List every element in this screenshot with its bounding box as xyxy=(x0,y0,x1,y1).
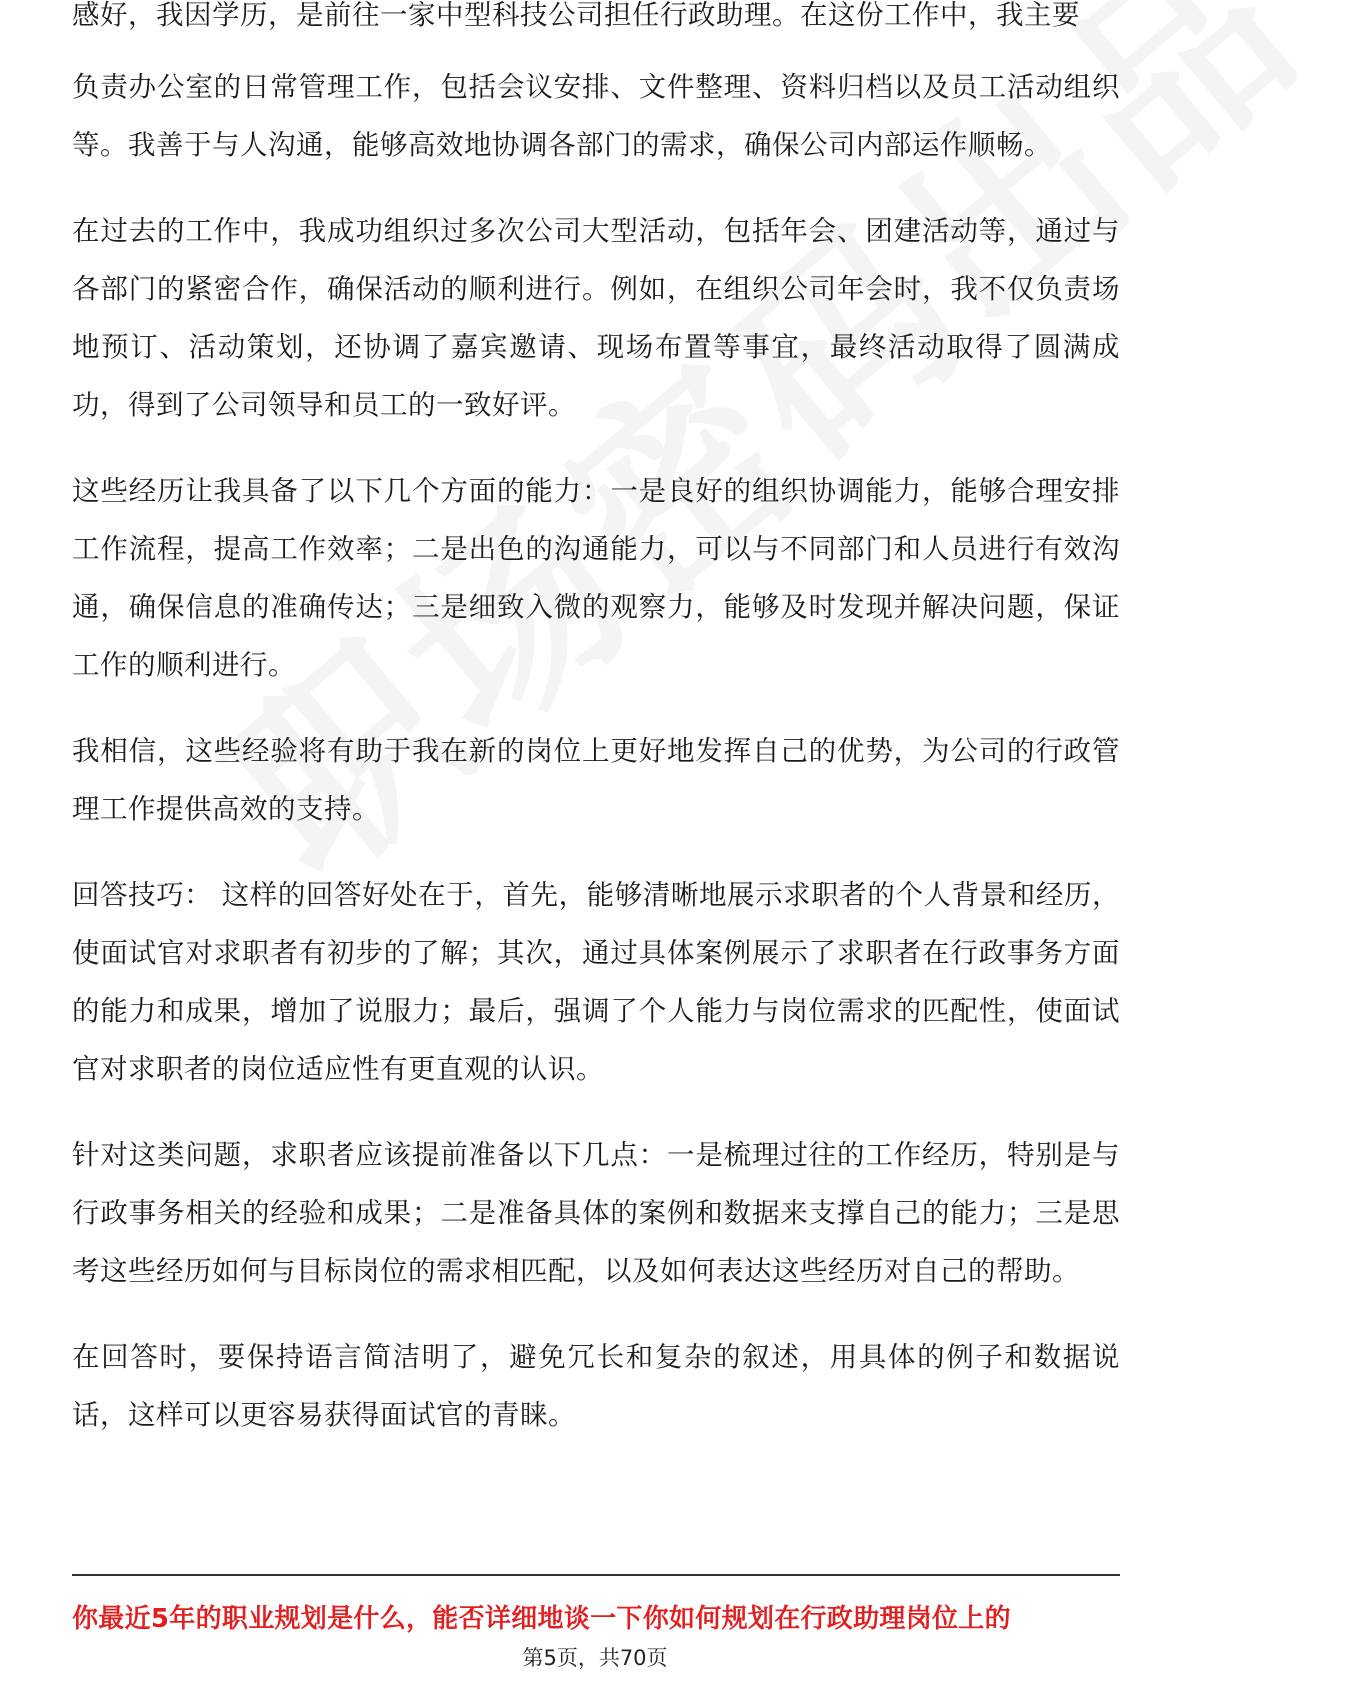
answer-tips-paragraph: 回答技巧： 这样的回答好处在于，首先，能够清晰地展示求职者的个人背景和经历，使面试官对求职者有初步的了解；其次，通过具体案例展示了求职者在行政事务方面的能力和成果，增加了说服力；最后，强调了个人能力与岗位需求的匹配性，使面试官对求职者的岗位适应性有更直观的认识。 xyxy=(72,879,1120,1085)
next-question-heading: 你最近5年的职业规划是什么，能否详细地谈一下你如何规划在行政助理岗位上的 xyxy=(72,1604,1011,1634)
paragraph: 针对这类问题，求职者应该提前准备以下几点：一是梳理过往的工作经历，特别是与行政事务相关的经验和成果；二是准备具体的案例和数据来支撑自己的能力；三是思考这些经历如何与目标岗位的需求相匹配，以及如何表达这些经历对自己的帮助。 xyxy=(72,1139,1120,1287)
document-body xyxy=(72,0,1120,1472)
paragraph: 在回答时，要保持语言简洁明了，避免冗长和复杂的叙述，用具体的例子和数据说话，这样可以更容易获得面试官的青睐。 xyxy=(72,1341,1120,1431)
page-number: 第5页，共70页 xyxy=(522,1646,668,1670)
paragraph: 这些经历让我具备了以下几个方面的能力：一是良好的组织协调能力，能够合理安排工作流程，提高工作效率；二是出色的沟通能力，可以与不同部门和人员进行有效沟通，确保信息的准确传达；三是细致入微的观察力，能够及时发现并解决问题，保证工作的顺利进行。 xyxy=(72,475,1120,681)
paragraph: 在过去的工作中，我成功组织过多次公司大型活动，包括年会、团建活动等，通过与各部门的紧密合作，确保活动的顺利进行。例如，在组织公司年会时，我不仅负责场地预订、活动策划，还协调了嘉宾邀请、现场布置等事宜，最终活动取得了圆满成功，得到了公司领导和员工的一致好评。 xyxy=(72,215,1120,421)
section-divider xyxy=(72,1574,1120,1576)
paragraph: 负责办公室的日常管理工作，包括会议安排、文件整理、资料归档以及员工活动组织等。我善于与人沟通，能够高效地协调各部门的需求，确保公司内部运作顺畅。 xyxy=(72,71,1120,161)
cut-off-top-line: 感好，我因学历，是前往一家中型科技公司担任行政助理。在这份工作中，我主要 xyxy=(72,0,1080,31)
paragraph: 我相信，这些经验将有助于我在新的岗位上更好地发挥自己的优势，为公司的行政管理工作提供高效的支持。 xyxy=(72,735,1120,825)
